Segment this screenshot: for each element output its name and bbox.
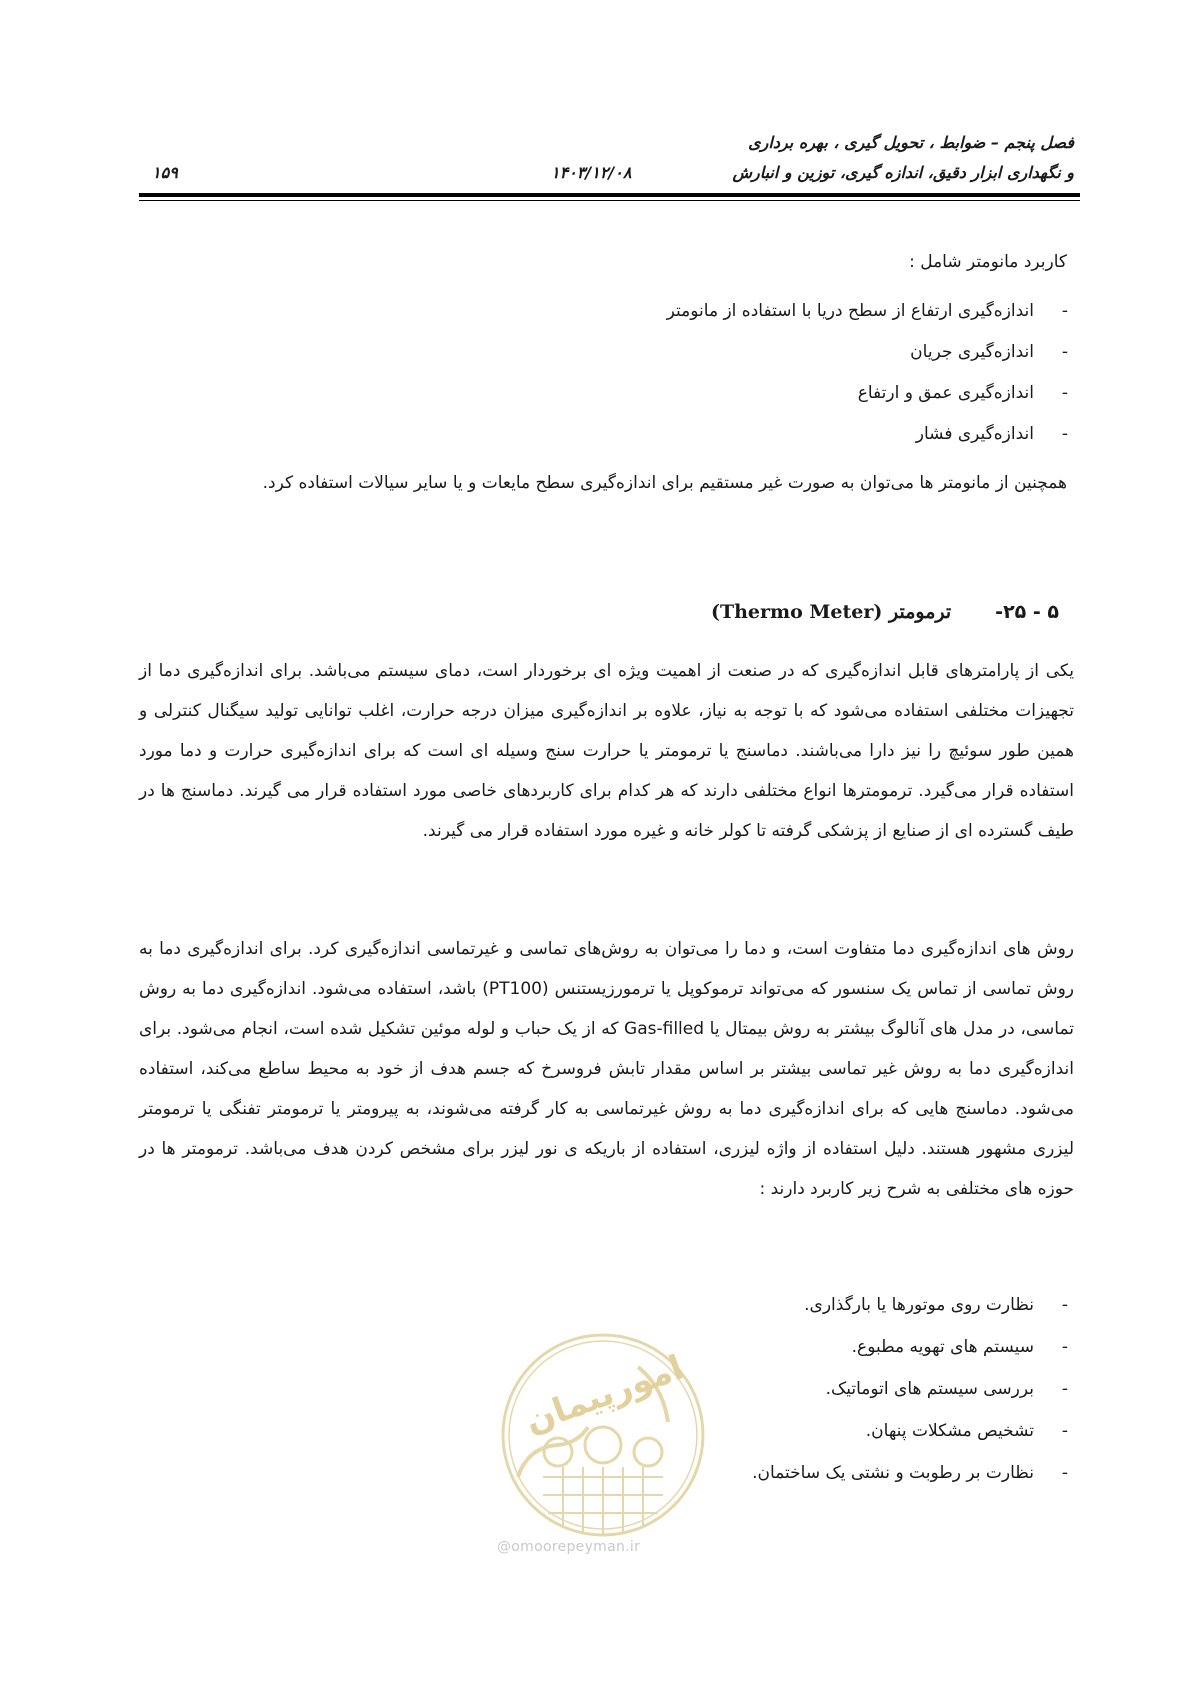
list-item: -اندازه‌گیری فشار [915,424,1068,444]
section-heading [711,601,1059,623]
chapter-title-line1: فصل پنجم – ضوابط ، تحویل گیری ، بهره برداری [748,133,1074,152]
chapter-title-line2: و نگهداری ابزار دقیق، اندازه گیری، توزین و انبارش [732,163,1074,182]
section-number: ۵ - ۲۵- [995,601,1059,623]
header-rule-thick [139,193,1080,197]
section-title: ترمومتر (Thermo Meter) [710,601,952,623]
list-item: -بررسی سیستم های اتوماتیک. [825,1379,1068,1399]
watermark-logo-text: امورپیمان [519,1347,689,1442]
watermark-logo [488,1327,718,1557]
paragraph-measurement-methods: روش های اندازه‌گیری دما متفاوت است، و دما را می‌توان به روش‌های تماسی و غیرتماسی اندازه‌گیری کرد. برای اندازه‌گیری دما به روش تماسی از تماس یک سنسور که می‌تواند ترموکوپل یا ترمورزیستنس (PT100) باشد، استفاده می‌شود. اندازه‌گیری دما به روش تماسی، در مدل های آنالوگ بیشتر به روش بیمتال یا Gas-filled که از یک حباب و لوله موئین تشکیل شده است، انجام می‌شود. برای اندازه‌گیری دما به روش غیر تماسی بیشتر بر اساس مقدار تابش فروسرخ که جسم هدف از خود به محیط ساطع می‌کند، استفاده می‌شود. دماسنج هایی که برای اندازه‌گیری دما به روش غیرتماسی به کار گرفته می‌شوند، به پیرومتر یا ترمومتر تفنگی یا ترمومتر لیزری مشهور هستند. دلیل استفاده از واژه لیزری، استفاده از باریکه ی نور لیزر برای مشخص کردن هدف می‌باشد. ترمومتر ها در حوزه های مختلفی به شرح زیر کاربرد دارند : [139,939,1075,1199]
list-item: -اندازه‌گیری عمق و ارتفاع [857,383,1068,403]
list-item: -اندازه‌گیری ارتفاع از سطح دریا با استفاده از مانومتر [666,301,1068,321]
page-number: ۱۵۹ [152,163,178,182]
list-item: -سیستم های تهویه مطبوع. [851,1337,1068,1357]
list-item: -تشخیص مشکلات پنهان. [865,1421,1068,1441]
manometer-uses-list [134,291,1074,455]
manometer-intro: کاربرد مانومتر شامل : [909,252,1067,272]
paragraph-thermometer-intro: یکی از پارامترهای قابل اندازه‌گیری که در صنعت از اهمیت ویژه ای برخوردار است، دمای سیستم می‌باشد. برای اندازه‌گیری دما از تجهیزات مختلفی استفاده می‌شود که با توجه به نیاز، علاوه بر اندازه‌گیری میزان درجه حرارت، اغلب توانایی تولید سیگنال کنترلی و همین طور سوئیچ را نیز دارا می‌باشند. دماسنج یا ترمومتر یا حرارت سنج وسیله ای است که برای اندازه‌گیری حرارت و دما مورد استفاده قرار می‌گیرد. ترمومترها انواع مختلفی دارند که هر کدام برای کاربردهای خاصی مورد استفاده قرار می گیرند. دماسنج ها در طیف گسترده ای از صنایع از پزشکی گرفته تا کولر خانه و غیره مورد استفاده قرار می گیرند. [139,661,1074,841]
list-item: -نظارت بر رطوبت و نشتی یک ساختمان. [752,1463,1068,1483]
header-date: ۱۴۰۳/۱۲/۰۸ [551,163,632,182]
list-item: -نظارت روی موتورها یا بارگذاری. [804,1295,1068,1315]
manometer-note: همچنین از مانومتر ها می‌توان به صورت غیر مستقیم برای اندازه‌گیری سطح مایعات و یا سایر سیالات استفاده کرد. [262,473,1067,493]
list-item: -اندازه‌گیری جریان [910,342,1068,362]
watermark-url: @omoorepeyman.ir [497,1539,641,1555]
header-rule-thin [139,200,1080,201]
